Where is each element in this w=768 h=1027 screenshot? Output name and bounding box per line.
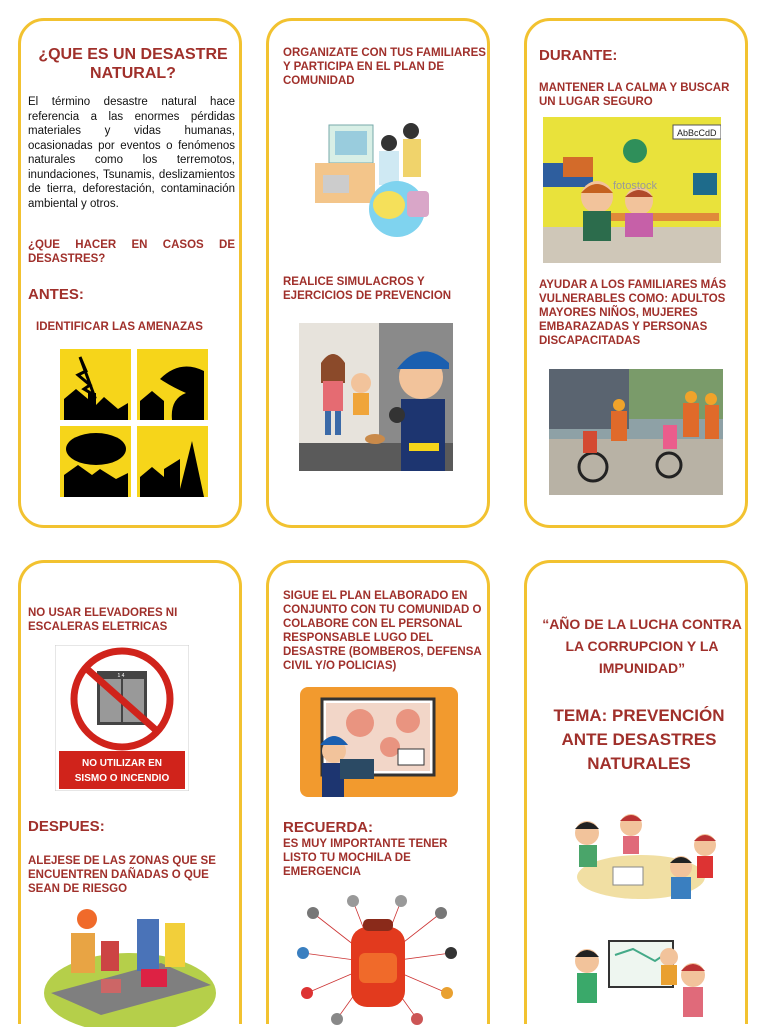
panel1-identify: IDENTIFICAR LAS AMENAZAS <box>36 321 203 333</box>
cover-tema-title: TEMA: PREVENCIÓN ANTE DESASTRES NATURALES <box>553 706 725 773</box>
panel-follow-plan <box>266 560 490 1024</box>
panel5-recuerda: RECUERDA: <box>283 819 373 836</box>
panel4-despues: DESPUES: <box>28 818 105 835</box>
panel-organize <box>266 18 490 528</box>
panel3-help: AYUDAR A LOS FAMILIARES MÁS VULNERABLES COMO: ADULTOS MAYORES NIÑOS, MUJERES EMBARAZADAS Y PERSONAS DISCAPACITADAS <box>539 279 727 347</box>
damaged-city-illustration <box>41 903 219 1027</box>
sign-line-2: SISMO O INCENDIO <box>74 773 170 784</box>
panel3-calm: MANTENER LA CALMA Y BUSCAR UN LUGAR SEGURO <box>539 82 730 108</box>
family-planning-illustration <box>309 119 459 239</box>
panel5-sigue: SIGUE EL PLAN ELABORADO EN CONJUNTO CON TU COMUNIDAD O COLABORE CON EL PERSONAL RESPONSABLE LUGO DEL DESASTRE (BOMBEROS, DEFENSA CIVIL Y/O POLICIAS) <box>283 590 482 672</box>
watermark-text: fotostock <box>613 180 658 192</box>
panel1-title: ¿QUE ES UN DESASTRE NATURAL? <box>38 46 228 82</box>
panel5-mochila: ES MUY IMPORTANTE TENER LISTO TU MOCHILA DE EMERGENCIA <box>283 838 448 878</box>
sign-floor-indicator: 1 4 <box>117 673 125 679</box>
monitoring-map-illustration <box>300 687 458 797</box>
panel4-alejese: ALEJESE DE LAS ZONAS QUE SE ENCUENTREN DAÑADAS O QUE SEAN DE RIESGO <box>28 855 216 895</box>
panel1-body: El término desastre natural hace referencia a las enormes pérdidas materiales y vidas humanas, ocasionadas por eventos o fenómenos naturales como los terremotos, inundaciones, Tsunamis, deslizamientos de tierra, deforestación, contaminación ambiental y otros. <box>28 96 235 210</box>
no-elevator-sign <box>55 645 189 791</box>
hazards-icon-grid <box>60 349 208 497</box>
panel2-simulacros: REALICE SIMULACROS Y EJERCICIOS DE PREVENCION <box>283 276 452 302</box>
drill-illustration <box>299 323 453 471</box>
classroom-earthquake-illustration <box>543 117 721 263</box>
kids-studying-illustration <box>555 811 723 911</box>
panel2-organize: ORGANIZATE CON TUS FAMILIARES Y PARTICIPA EN EL PLAN DE COMUNIDAD <box>283 47 486 87</box>
cover-year-motto: “AÑO DE LA LUCHA CONTRA LA CORRUPCION Y LA IMPUNIDAD” <box>542 616 742 676</box>
panel-after <box>18 560 242 1024</box>
panel1-antes: ANTES: <box>28 286 84 303</box>
panel-what-is-disaster <box>18 18 242 528</box>
classroom-board-text: AbBcCdD <box>677 128 717 138</box>
emergency-backpack-illustration <box>293 893 461 1027</box>
kids-map-illustration <box>563 935 723 1027</box>
panel4-no-elevators: NO USAR ELEVADORES NI ESCALERAS ELETRICAS <box>28 607 178 633</box>
wheelchair-help-photo <box>549 369 723 495</box>
panel1-question: ¿QUE HACER EN CASOS DE DESASTRES? <box>28 239 235 265</box>
panel3-durante: DURANTE: <box>539 47 618 64</box>
panel-cover <box>524 560 748 1024</box>
sign-line-1: NO UTILIZAR EN <box>82 758 162 769</box>
panel-during <box>524 18 748 528</box>
